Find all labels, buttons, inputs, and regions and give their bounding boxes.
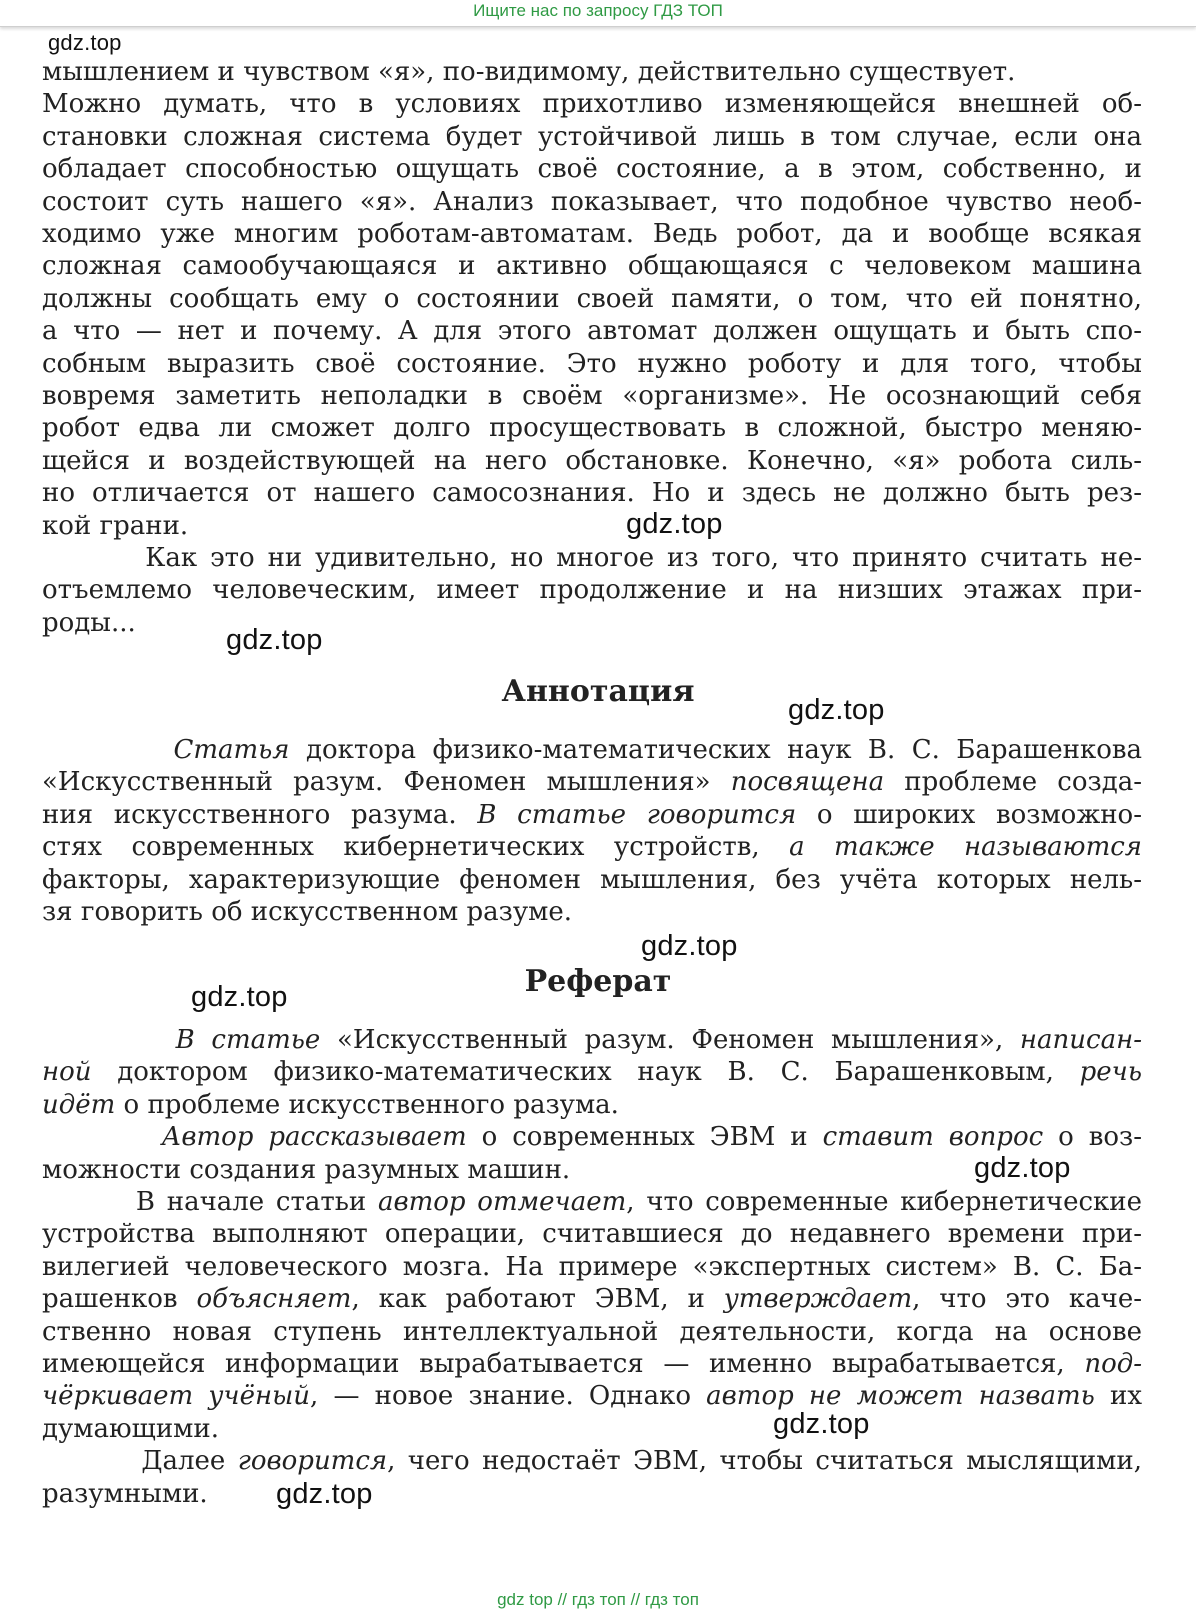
text-line <box>42 121 1142 154</box>
italic-text-run: речь <box>1079 1057 1142 1088</box>
referat-heading: Реферат <box>524 964 672 999</box>
italic-text-run: говорится <box>237 1446 388 1477</box>
text-line <box>42 766 1142 799</box>
text-run: отъемлемо человеческим, имеет продолжение и на низших этажах при- <box>42 575 1142 606</box>
italic-text-run: утверждает <box>723 1284 913 1315</box>
text-run: должны сообщать ему о состоянии своей памяти, о том, что ей понятно, <box>42 283 1142 314</box>
italic-text-run: идёт <box>42 1089 116 1120</box>
text-line <box>42 1380 1142 1413</box>
text-run: можности создания разумных машин. <box>42 1154 571 1185</box>
text-line <box>42 1251 1142 1284</box>
text-run: роды... <box>42 607 136 638</box>
text-line <box>42 799 1142 832</box>
text-run: их <box>1094 1381 1143 1412</box>
text-line <box>42 348 1142 381</box>
text-run: , — новое знание. Однако <box>310 1381 707 1412</box>
watermark: gdz.top <box>48 30 122 55</box>
top-banner-text: Ищите нас по запросу ГДЗ ТОП <box>473 1 723 20</box>
italic-text-run: автор не может назвать <box>706 1381 1095 1412</box>
text-line <box>42 1445 1142 1478</box>
italic-text-run: автор отмечает <box>377 1187 627 1217</box>
text-run: доктором физико-математических наук В. С. Барашенковым, <box>91 1057 1080 1088</box>
text-run: о современных ЭВМ и <box>466 1122 823 1153</box>
text-run: о проблеме искусственного разума. <box>115 1089 619 1120</box>
text-line <box>42 1316 1142 1349</box>
text-run: ственно новая ступень интеллектуальной деятельности, когда на основе <box>42 1316 1142 1347</box>
text-run: вилегией человеческого мозга. На примере «экспертных систем» В. С. Ба- <box>42 1251 1142 1282</box>
text-run: о воз- <box>1043 1122 1142 1153</box>
text-line <box>42 1089 1142 1122</box>
text-line <box>42 1121 1142 1154</box>
text-run: «Искусственный разум. Феномен мышления», <box>320 1025 1020 1055</box>
text-line <box>42 412 1142 445</box>
text-run: , что современные кибернетические <box>626 1187 1142 1217</box>
text-run: кой грани. <box>42 510 189 541</box>
text-line <box>42 380 1142 413</box>
text-run: становки сложная система будет устойчивой лишь в том случае, если она <box>42 121 1142 152</box>
text-run: , что это каче- <box>912 1284 1142 1315</box>
text-line <box>42 315 1142 348</box>
footer-links: gdz top // гдз топ // гдз топ <box>497 1590 699 1609</box>
text-run <box>42 735 173 765</box>
text-run: о широких возможно- <box>796 799 1142 830</box>
text-run: но отличается от нашего самосознания. Но и здесь не должно быть рез- <box>42 478 1142 509</box>
text-run: стях современных кибернетических устройств, <box>42 832 790 863</box>
text-run: вовремя заметить неполадки в своём «организме». Не осознающий себя <box>42 381 1142 411</box>
text-run: Далее <box>42 1446 238 1477</box>
italic-text-run: ставит вопрос <box>822 1122 1044 1153</box>
text-line <box>42 153 1142 186</box>
text-run: имеющейся информации вырабатывается — именно вырабатывается, <box>42 1349 1085 1379</box>
text-line <box>42 607 1142 640</box>
text-run: проблеме созда- <box>884 767 1142 798</box>
text-run: ния искусственного разума. <box>42 799 478 830</box>
text-line <box>42 445 1142 478</box>
text-line <box>42 1348 1142 1381</box>
text-run: Можно думать, что в условиях прихотливо изменяющейся внешней об- <box>42 89 1142 120</box>
watermark: gdz.top <box>974 1152 1071 1184</box>
text-line <box>42 218 1142 251</box>
text-line <box>42 542 1142 575</box>
text-line <box>42 477 1142 510</box>
text-line <box>42 1056 1142 1089</box>
text-run: обладает способностью ощущать своё состояние, а в этом, собственно, и <box>42 154 1142 185</box>
text-run: сложная самообучающаяся и активно общающаяся с человеком машина <box>42 251 1142 282</box>
italic-text-run: В статье <box>175 1025 321 1055</box>
text-run: думающими. <box>42 1413 219 1444</box>
watermark: gdz.top <box>788 694 885 726</box>
watermark: gdz.top <box>773 1408 870 1440</box>
text-run: робот едва ли сможет долго просуществовать в сложной, быстро меняю- <box>42 413 1142 444</box>
italic-text-run: В статье говорится <box>477 799 797 830</box>
watermark: gdz.top <box>276 1478 373 1510</box>
text-run: «Искусственный разум. Феномен мышления» <box>42 767 731 798</box>
text-line <box>42 1024 1142 1057</box>
text-line <box>42 1218 1142 1251</box>
text-line <box>42 283 1142 316</box>
italic-text-run: чёркивает учёный <box>42 1381 311 1412</box>
text-run: , как работают ЭВМ, и <box>351 1284 724 1315</box>
italic-text-run: а также называются <box>789 832 1142 863</box>
text-line <box>42 574 1142 607</box>
italic-text-run: Автор рассказывает <box>161 1122 467 1153</box>
watermark: gdz.top <box>626 508 723 540</box>
text-run: состоит суть нашего «я». Анализ показывает, что подобное чувство необ- <box>42 186 1142 217</box>
text-run: факторы, характеризующие феномен мышления, без учёта которых нель- <box>42 864 1142 895</box>
text-line <box>42 1413 1142 1446</box>
italic-text-run: написан- <box>1019 1025 1142 1055</box>
text-line <box>42 1478 1142 1511</box>
text-line <box>42 831 1142 864</box>
text-run: мышлением и чувством «я», по-видимому, действительно существует. <box>42 57 1016 87</box>
text-line <box>42 88 1142 121</box>
text-line <box>42 1186 1142 1219</box>
text-line <box>42 896 1142 929</box>
text-line <box>42 186 1142 219</box>
top-banner <box>0 0 1196 27</box>
text-line <box>42 510 1142 543</box>
text-run: собным выразить своё состояние. Это нужно роботу и для того, чтобы <box>42 348 1142 379</box>
text-line <box>42 1283 1142 1316</box>
text-run <box>42 1025 176 1055</box>
text-run: а что — нет и почему. А для этого автомат должен ощущать и быть спо- <box>42 316 1142 347</box>
text-run: ходимо уже многим роботам-автоматам. Ведь робот, да и вообще всякая <box>42 219 1142 249</box>
text-run <box>42 1122 162 1152</box>
text-run: В начале статьи <box>42 1187 378 1217</box>
text-run: доктора физико-математических наук В. С. Барашенкова <box>289 735 1142 765</box>
italic-text-run: посвящена <box>730 767 885 798</box>
text-line <box>42 250 1142 283</box>
italic-text-run: ной <box>42 1057 92 1088</box>
italic-text-run: объясняет <box>196 1284 352 1315</box>
watermark: gdz.top <box>641 930 738 962</box>
italic-text-run: под- <box>1084 1349 1142 1379</box>
watermark: gdz.top <box>191 981 288 1013</box>
text-run: устройства выполняют операции, считавшиеся до недавнего времени при- <box>42 1219 1142 1250</box>
text-run: Как это ни удивительно, но многое из того, что принято считать не- <box>42 543 1142 573</box>
text-line <box>42 864 1142 897</box>
text-line <box>42 56 1142 89</box>
text-run: рашенков <box>42 1284 197 1315</box>
text-line <box>42 734 1142 767</box>
italic-text-run: Статья <box>173 735 290 765</box>
text-run: , чего недостаёт ЭВМ, чтобы считаться мыслящими, <box>387 1446 1142 1477</box>
text-run: зя говорить об искусственном разуме. <box>42 897 573 927</box>
annotation-heading: Аннотация <box>501 674 695 709</box>
watermark: gdz.top <box>226 624 323 656</box>
text-run: щейся и воздействующей на него обстановке. Конечно, «я» робота силь- <box>42 445 1142 476</box>
text-run: разумными. <box>42 1478 208 1509</box>
